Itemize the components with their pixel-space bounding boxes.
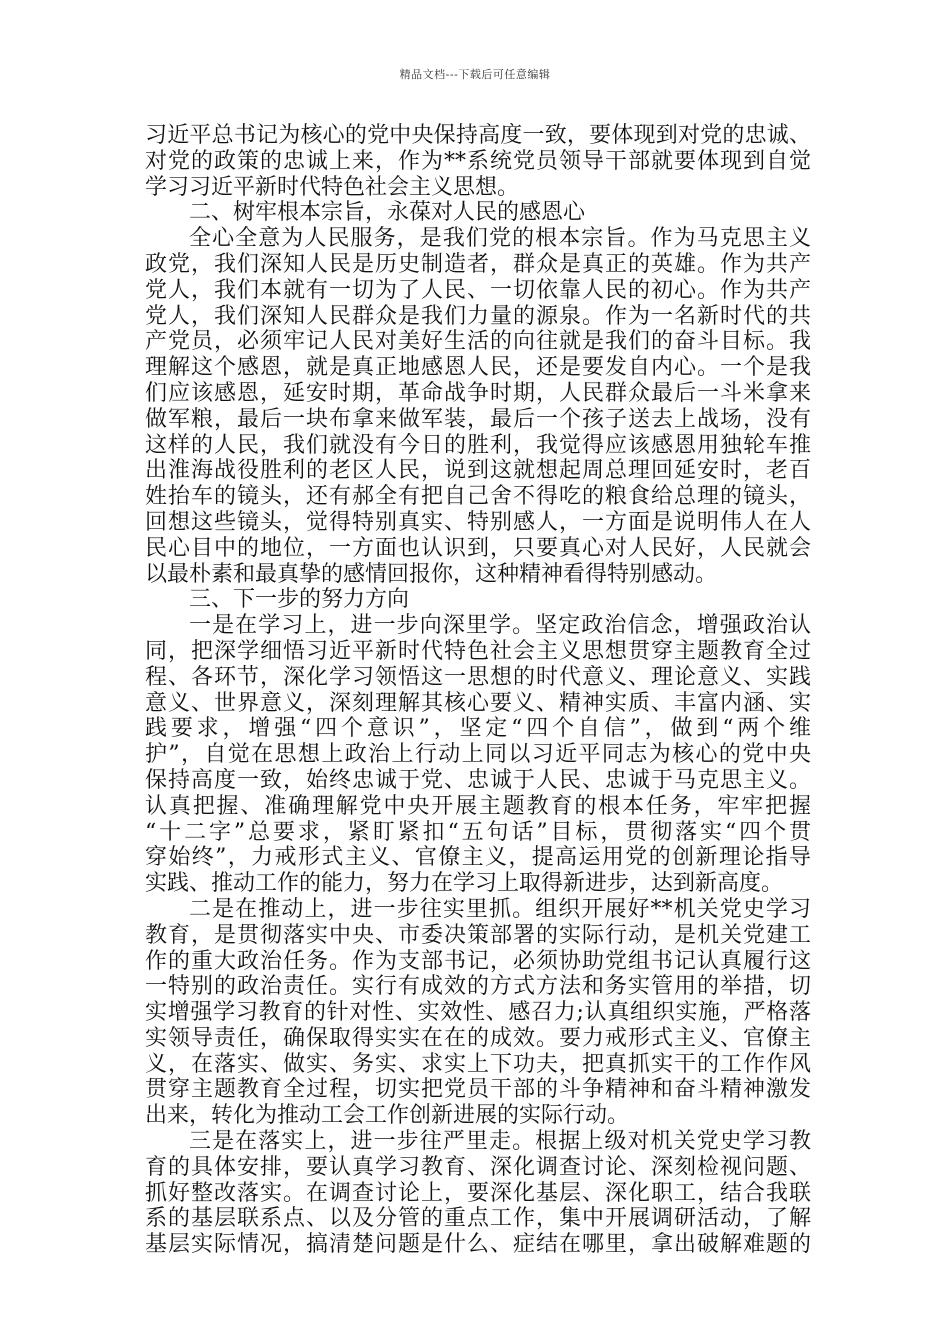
text-line: 姓抬车的镜头，还有郝全有把自己舍不得吃的粮食给总理的镜头， (145, 484, 811, 510)
text-line: 抓好整改落实。在调查讨论上，要深化基层、深化职工，结合我联 (145, 1180, 811, 1206)
text-line: 们应该感恩，延安时期，革命战争时期，人民群众最后一斗米拿来 (145, 380, 811, 406)
text-line: 政党，我们深知人民是历史制造者，群众是真正的英雄。作为共产 (145, 251, 811, 277)
text-line: 党人，我们深知人民群众是我们力量的源泉。作为一名新时代的共 (145, 303, 811, 329)
text-line: 教育，是贯彻落实中央、市委决策部署的实际行动，是机关党建工 (145, 922, 811, 948)
text-line: 基层实际情况，搞清楚问题是什么、症结在哪里，拿出破解难题的 (145, 1232, 811, 1258)
text-line: 同，把深学细悟习近平新时代特色社会主义思想贯穿主题教育全过 (145, 638, 811, 664)
text-line: 党人，我们本就有一切为了人民、一切依靠人民的初心。作为共产 (145, 277, 811, 303)
body-text (145, 123, 811, 1258)
text-line: 践要求，增强“四个意识”，坚定“四个自信”，做到“两个维 (145, 716, 811, 742)
text-line: 实增强学习教育的针对性、实效性、感召力;认真组织实施，严格落 (145, 1000, 811, 1026)
text-line: 贯穿主题教育全过程，切实把党员干部的斗争精神和奋斗精神激发 (145, 1077, 811, 1103)
text-line: 学习习近平新时代特色社会主义思想。 (145, 174, 520, 200)
text-line: 二、树牢根本宗旨，永葆对人民的感恩心 (189, 200, 586, 226)
text-line: 出淮海战役胜利的老区人民，说到这就想起周总理回延安时，老百 (145, 458, 811, 484)
text-line: 做军粮，最后一块布拿来做军装，最后一个孩子送去上战场，没有 (145, 406, 811, 432)
text-line: 义，在落实、做实、务实、求实上下功夫，把真抓实干的工作作风 (145, 1051, 811, 1077)
text-line: “十二字”总要求，紧盯紧扣“五句话”目标，贯彻落实“四个贯 (145, 819, 811, 845)
text-line: 理解这个感恩，就是真正地感恩人民，还是要发自内心。一个是我 (145, 355, 811, 381)
text-line: 全心全意为人民服务，是我们党的根本宗旨。作为马克思主义 (189, 226, 811, 252)
text-line: 实领导责任，确保取得实实在在的成效。要力戒形式主义、官僚主 (145, 1025, 811, 1051)
text-line: 二是在推动上，进一步往实里抓。组织开展好**机关党史学习 (189, 896, 811, 922)
text-line: 产党员，必须牢记人民对美好生活的向往就是我们的奋斗目标。我 (145, 329, 811, 355)
page-header: 精品文档---下载后可任意编辑 (399, 68, 551, 81)
text-line: 回想这些镜头，觉得特别真实、特别感人，一方面是说明伟人在人 (145, 509, 811, 535)
text-line: 三是在落实上，进一步往严里走。根据上级对机关党史学习教 (189, 1129, 811, 1155)
text-line: 一是在学习上，进一步向深里学。坚定政治信念，增强政治认 (189, 613, 811, 639)
text-line: 保持高度一致，始终忠诚于党、忠诚于人民、忠诚于马克思主义。 (145, 767, 811, 793)
text-line: 程、各环节，深化学习领悟这一思想的时代意义、理论意义、实践 (145, 664, 811, 690)
text-line: 出来，转化为推动工会工作创新进展的实际行动。 (145, 1103, 630, 1129)
text-line: 三、下一步的努力方向 (189, 587, 410, 613)
text-line: 作的重大政治任务。作为支部书记，必须协助党组书记认真履行这 (145, 948, 811, 974)
text-line: 穿始终”，力戒形式主义、官僚主义，提高运用党的创新理论指导 (145, 845, 811, 871)
text-line: 系的基层联系点、以及分管的重点工作，集中开展调研活动，了解 (145, 1206, 811, 1232)
text-line: 护”，自觉在思想上政治上行动上同以习近平同志为核心的党中央 (145, 742, 811, 768)
text-line: 这样的人民，我们就没有今日的胜利，我觉得应该感恩用独轮车推 (145, 432, 811, 458)
text-line: 对党的政策的忠诚上来，作为**系统党员领导干部就要体现到自觉 (145, 148, 811, 174)
text-line: 育的具体安排，要认真学习教育、深化调查讨论、深刻检视问题、 (145, 1154, 811, 1180)
text-line: 民心目中的地位，一方面也认识到，只要真心对人民好，人民就会 (145, 535, 811, 561)
text-line: 一特别的政治责任。实行有成效的方式方法和务实管用的举措，切 (145, 974, 811, 1000)
text-line: 认真把握、准确理解党中央开展主题教育的根本任务，牢牢把握 (145, 793, 811, 819)
text-line: 习近平总书记为核心的党中央保持高度一致，要体现到对党的忠诚、 (145, 123, 811, 148)
text-line: 实践、推动工作的能力，努力在学习上取得新进步，达到新高度。 (145, 871, 784, 897)
text-line: 意义、世界意义，深刻理解其核心要义、精神实质、丰富内涵、实 (145, 690, 811, 716)
text-line: 以最朴素和最真挚的感情回报你，这种精神看得特别感动。 (145, 561, 718, 587)
